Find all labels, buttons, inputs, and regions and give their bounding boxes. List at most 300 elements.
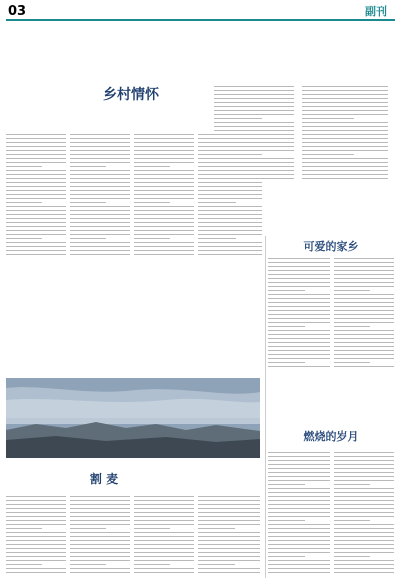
text-line-placeholder [70, 528, 106, 529]
text-line-placeholder [134, 496, 194, 497]
text-line-placeholder [198, 512, 260, 513]
text-line-placeholder [198, 254, 262, 255]
text-line-placeholder [268, 528, 330, 529]
text-line-placeholder [134, 154, 194, 155]
text-line-placeholder [6, 520, 66, 521]
text-line-placeholder [6, 496, 66, 497]
text-line-placeholder [302, 158, 388, 159]
text-line-placeholder [6, 524, 66, 525]
text-line-placeholder [70, 154, 130, 155]
text-line-placeholder [6, 218, 66, 219]
text-line-placeholder [6, 254, 66, 255]
text-line-placeholder [6, 206, 66, 207]
text-line-placeholder [70, 242, 130, 243]
text-line-placeholder [334, 456, 394, 457]
text-line-placeholder [70, 222, 130, 223]
text-line-placeholder [334, 366, 394, 367]
text-line-placeholder [134, 548, 194, 549]
text-line-placeholder [6, 504, 66, 505]
text-line-placeholder [268, 358, 330, 359]
text-line-placeholder [268, 290, 305, 291]
text-line-placeholder [134, 504, 194, 505]
text-line-placeholder [302, 146, 388, 147]
text-line-placeholder [268, 456, 330, 457]
text-line-placeholder [6, 238, 42, 239]
text-line-placeholder [334, 358, 394, 359]
wheat-column-1 [6, 496, 66, 578]
wheat-column-3 [134, 496, 194, 578]
text-line-placeholder [134, 520, 194, 521]
text-line-placeholder [198, 182, 262, 183]
text-line-placeholder [302, 178, 388, 179]
text-line-placeholder [302, 102, 388, 103]
text-line-placeholder [334, 492, 394, 493]
text-line-placeholder [134, 134, 194, 135]
text-line-placeholder [70, 186, 130, 187]
text-line-placeholder [198, 556, 260, 557]
text-line-placeholder [302, 94, 388, 95]
text-line-placeholder [268, 266, 330, 267]
text-line-placeholder [198, 154, 262, 155]
text-line-placeholder [198, 198, 262, 199]
text-line-placeholder [302, 86, 388, 87]
column-divider [265, 236, 266, 578]
text-line-placeholder [268, 508, 330, 509]
text-line-placeholder [268, 318, 330, 319]
text-line-placeholder [6, 150, 66, 151]
text-line-placeholder [198, 150, 262, 151]
text-line-placeholder [70, 250, 130, 251]
text-line-placeholder [6, 556, 66, 557]
text-line-placeholder [6, 190, 66, 191]
text-line-placeholder [198, 544, 260, 545]
text-line-placeholder [198, 564, 235, 565]
text-line-placeholder [70, 512, 130, 513]
text-line-placeholder [334, 568, 394, 569]
text-line-placeholder [70, 568, 130, 569]
text-line-placeholder [268, 524, 330, 525]
text-line-placeholder [6, 198, 66, 199]
text-line-placeholder [268, 560, 330, 561]
text-line-placeholder [70, 174, 130, 175]
poem-column-right [302, 86, 388, 184]
text-line-placeholder [302, 138, 388, 139]
text-line-placeholder [70, 548, 130, 549]
text-line-placeholder [70, 572, 130, 573]
text-line-placeholder [198, 158, 262, 159]
text-line-placeholder [70, 194, 130, 195]
text-line-placeholder [334, 354, 394, 355]
text-line-placeholder [198, 508, 260, 509]
text-line-placeholder [334, 464, 394, 465]
text-line-placeholder [6, 214, 66, 215]
text-line-placeholder [198, 504, 260, 505]
text-line-placeholder [334, 564, 394, 565]
text-line-placeholder [214, 114, 294, 115]
text-line-placeholder [268, 536, 330, 537]
text-line-placeholder [334, 512, 394, 513]
text-line-placeholder [334, 560, 394, 561]
text-line-placeholder [302, 162, 388, 163]
text-line-placeholder [6, 202, 42, 203]
text-line-placeholder [70, 134, 130, 135]
text-line-placeholder [268, 476, 330, 477]
text-line-placeholder [6, 186, 66, 187]
text-line-placeholder [198, 162, 262, 163]
text-line-placeholder [268, 286, 330, 287]
text-line-placeholder [268, 334, 330, 335]
text-line-placeholder [134, 198, 194, 199]
text-line-placeholder [268, 464, 330, 465]
text-line-placeholder [334, 334, 394, 335]
text-line-placeholder [6, 516, 66, 517]
text-line-placeholder [6, 560, 66, 561]
text-line-placeholder [6, 532, 66, 533]
text-line-placeholder [6, 142, 66, 143]
text-line-placeholder [268, 516, 330, 517]
text-line-placeholder [70, 230, 130, 231]
text-line-placeholder [268, 492, 330, 493]
text-line-placeholder [334, 516, 394, 517]
text-line-placeholder [134, 162, 194, 163]
text-line-placeholder [268, 540, 330, 541]
text-line-placeholder [268, 468, 330, 469]
text-line-placeholder [134, 182, 194, 183]
text-line-placeholder [134, 202, 170, 203]
text-line-placeholder [6, 564, 42, 565]
text-line-placeholder [70, 532, 130, 533]
text-line-placeholder [70, 210, 130, 211]
text-line-placeholder [70, 226, 130, 227]
text-line-placeholder [134, 500, 194, 501]
text-line-placeholder [134, 186, 194, 187]
text-line-placeholder [6, 568, 66, 569]
essay-column-3 [134, 134, 194, 258]
text-line-placeholder [70, 500, 130, 501]
text-line-placeholder [268, 496, 330, 497]
text-line-placeholder [334, 520, 370, 521]
text-line-placeholder [268, 366, 330, 367]
text-line-placeholder [6, 250, 66, 251]
text-line-placeholder [70, 540, 130, 541]
text-line-placeholder [70, 556, 130, 557]
text-line-placeholder [334, 306, 394, 307]
burning-years-title: 燃烧的岁月 [303, 430, 359, 443]
text-line-placeholder [268, 520, 305, 521]
text-line-placeholder [6, 540, 66, 541]
text-line-placeholder [134, 246, 194, 247]
text-line-placeholder [268, 504, 330, 505]
text-line-placeholder [198, 226, 262, 227]
text-line-placeholder [334, 552, 394, 553]
text-line-placeholder [6, 246, 66, 247]
text-line-placeholder [134, 238, 170, 239]
text-line-placeholder [302, 126, 388, 127]
cute-hometown-column-1 [268, 258, 330, 370]
text-line-placeholder [334, 468, 394, 469]
text-line-placeholder [334, 314, 394, 315]
text-line-placeholder [268, 472, 330, 473]
text-line-placeholder [302, 106, 388, 107]
text-line-placeholder [268, 484, 305, 485]
text-line-placeholder [268, 480, 330, 481]
text-line-placeholder [334, 322, 394, 323]
text-line-placeholder [70, 214, 130, 215]
burning-years-column-1 [268, 452, 330, 578]
text-line-placeholder [134, 230, 194, 231]
text-line-placeholder [6, 512, 66, 513]
text-line-placeholder [134, 540, 194, 541]
text-line-placeholder [268, 564, 330, 565]
text-line-placeholder [134, 524, 194, 525]
text-line-placeholder [6, 508, 66, 509]
text-line-placeholder [134, 512, 194, 513]
text-line-placeholder [302, 142, 388, 143]
text-line-placeholder [6, 230, 66, 231]
text-line-placeholder [134, 508, 194, 509]
text-line-placeholder [334, 318, 394, 319]
text-line-placeholder [134, 150, 194, 151]
text-line-placeholder [134, 206, 194, 207]
landscape-photo [6, 378, 260, 458]
text-line-placeholder [134, 194, 194, 195]
text-line-placeholder [198, 134, 262, 135]
text-line-placeholder [70, 150, 130, 151]
text-line-placeholder [134, 226, 194, 227]
text-line-placeholder [6, 222, 66, 223]
essay-column-4 [198, 134, 262, 258]
text-line-placeholder [268, 310, 330, 311]
text-line-placeholder [70, 142, 130, 143]
text-line-placeholder [70, 202, 106, 203]
text-line-placeholder [268, 362, 305, 363]
text-line-placeholder [70, 552, 130, 553]
text-line-placeholder [6, 174, 66, 175]
text-line-placeholder [198, 194, 262, 195]
text-line-placeholder [70, 496, 130, 497]
text-line-placeholder [198, 496, 260, 497]
text-line-placeholder [214, 102, 294, 103]
text-line-placeholder [70, 190, 130, 191]
text-line-placeholder [134, 210, 194, 211]
text-line-placeholder [334, 326, 370, 327]
text-line-placeholder [268, 544, 330, 545]
text-line-placeholder [334, 258, 394, 259]
text-line-placeholder [70, 234, 130, 235]
wheat-column-4 [198, 496, 260, 578]
text-line-placeholder [134, 564, 170, 565]
text-line-placeholder [134, 560, 194, 561]
text-line-placeholder [268, 322, 330, 323]
text-line-placeholder [334, 266, 394, 267]
text-line-placeholder [134, 568, 194, 569]
text-line-placeholder [134, 178, 194, 179]
text-line-placeholder [198, 166, 236, 167]
text-line-placeholder [198, 536, 260, 537]
text-line-placeholder [198, 560, 260, 561]
text-line-placeholder [70, 166, 106, 167]
text-line-placeholder [198, 218, 262, 219]
text-line-placeholder [6, 528, 42, 529]
essay-column-1 [6, 134, 66, 258]
text-line-placeholder [70, 564, 106, 565]
text-line-placeholder [334, 286, 394, 287]
text-line-placeholder [334, 508, 394, 509]
text-line-placeholder [334, 338, 394, 339]
text-line-placeholder [134, 138, 194, 139]
text-line-placeholder [268, 568, 330, 569]
text-line-placeholder [6, 548, 66, 549]
text-line-placeholder [268, 350, 330, 351]
wheat-title: 割 麦 [89, 472, 119, 486]
text-line-placeholder [214, 94, 294, 95]
text-line-placeholder [198, 238, 236, 239]
text-line-placeholder [6, 242, 66, 243]
text-line-placeholder [268, 346, 330, 347]
text-line-placeholder [268, 548, 330, 549]
text-line-placeholder [268, 314, 330, 315]
text-line-placeholder [334, 524, 394, 525]
text-line-placeholder [198, 250, 262, 251]
text-line-placeholder [198, 178, 262, 179]
text-line-placeholder [198, 242, 262, 243]
text-line-placeholder [334, 452, 394, 453]
text-line-placeholder [198, 524, 260, 525]
text-line-placeholder [302, 130, 388, 131]
text-line-placeholder [302, 174, 388, 175]
text-line-placeholder [214, 126, 294, 127]
essay-column-2 [70, 134, 130, 258]
text-line-placeholder [134, 544, 194, 545]
text-line-placeholder [70, 504, 130, 505]
text-line-placeholder [268, 500, 330, 501]
text-line-placeholder [334, 536, 394, 537]
text-line-placeholder [6, 138, 66, 139]
text-line-placeholder [70, 544, 130, 545]
text-line-placeholder [334, 362, 370, 363]
text-line-placeholder [198, 222, 262, 223]
text-line-placeholder [134, 250, 194, 251]
text-line-placeholder [334, 496, 394, 497]
text-line-placeholder [134, 528, 170, 529]
text-line-placeholder [198, 186, 262, 187]
text-line-placeholder [198, 234, 262, 235]
text-line-placeholder [134, 242, 194, 243]
text-line-placeholder [134, 234, 194, 235]
text-line-placeholder [214, 110, 294, 111]
text-line-placeholder [6, 146, 66, 147]
text-line-placeholder [6, 234, 66, 235]
text-line-placeholder [268, 572, 330, 573]
text-line-placeholder [198, 190, 262, 191]
text-line-placeholder [70, 178, 130, 179]
text-line-placeholder [214, 86, 294, 87]
text-line-placeholder [198, 532, 260, 533]
text-line-placeholder [198, 568, 260, 569]
text-line-placeholder [334, 460, 394, 461]
text-line-placeholder [198, 520, 260, 521]
text-line-placeholder [198, 230, 262, 231]
text-line-placeholder [6, 154, 66, 155]
text-line-placeholder [6, 162, 66, 163]
text-line-placeholder [134, 214, 194, 215]
text-line-placeholder [268, 338, 330, 339]
text-line-placeholder [198, 206, 262, 207]
text-line-placeholder [334, 294, 394, 295]
text-line-placeholder [134, 174, 194, 175]
text-line-placeholder [70, 560, 130, 561]
wheat-column-2 [70, 496, 130, 578]
text-line-placeholder [334, 342, 394, 343]
text-line-placeholder [70, 254, 130, 255]
text-line-placeholder [268, 270, 330, 271]
text-line-placeholder [214, 98, 294, 99]
text-line-placeholder [334, 302, 394, 303]
text-line-placeholder [6, 552, 66, 553]
text-line-placeholder [334, 346, 394, 347]
text-line-placeholder [6, 536, 66, 537]
section-title: 副刊 [365, 5, 387, 18]
text-line-placeholder [334, 476, 394, 477]
landscape-photo-graphic [6, 378, 260, 458]
text-line-placeholder [134, 146, 194, 147]
text-line-placeholder [198, 552, 260, 553]
text-line-placeholder [70, 162, 130, 163]
text-line-placeholder [70, 516, 130, 517]
text-line-placeholder [302, 150, 388, 151]
text-line-placeholder [198, 170, 262, 171]
text-line-placeholder [134, 552, 194, 553]
text-line-placeholder [334, 298, 394, 299]
text-line-placeholder [334, 528, 394, 529]
text-line-placeholder [334, 472, 394, 473]
text-line-placeholder [6, 226, 66, 227]
text-line-placeholder [334, 544, 394, 545]
text-line-placeholder [6, 210, 66, 211]
text-line-placeholder [334, 484, 370, 485]
text-line-placeholder [198, 210, 262, 211]
text-line-placeholder [334, 556, 370, 557]
text-line-placeholder [70, 182, 130, 183]
text-line-placeholder [70, 218, 130, 219]
text-line-placeholder [198, 202, 236, 203]
text-line-placeholder [334, 282, 394, 283]
text-line-placeholder [268, 326, 305, 327]
text-line-placeholder [6, 194, 66, 195]
text-line-placeholder [334, 504, 394, 505]
text-line-placeholder [70, 520, 130, 521]
text-line-placeholder [268, 342, 330, 343]
text-line-placeholder [334, 278, 394, 279]
page-number: 03 [8, 4, 27, 19]
text-line-placeholder [134, 254, 194, 255]
text-line-placeholder [268, 552, 330, 553]
text-line-placeholder [268, 330, 330, 331]
text-line-placeholder [268, 298, 330, 299]
text-line-placeholder [134, 536, 194, 537]
text-line-placeholder [302, 110, 388, 111]
text-line-placeholder [268, 258, 330, 259]
text-line-placeholder [302, 98, 388, 99]
text-line-placeholder [6, 544, 66, 545]
text-line-placeholder [302, 122, 388, 123]
text-line-placeholder [334, 262, 394, 263]
text-line-placeholder [268, 512, 330, 513]
text-line-placeholder [268, 278, 330, 279]
text-line-placeholder [6, 134, 66, 135]
text-line-placeholder [134, 218, 194, 219]
burning-years-column-2 [334, 452, 394, 578]
